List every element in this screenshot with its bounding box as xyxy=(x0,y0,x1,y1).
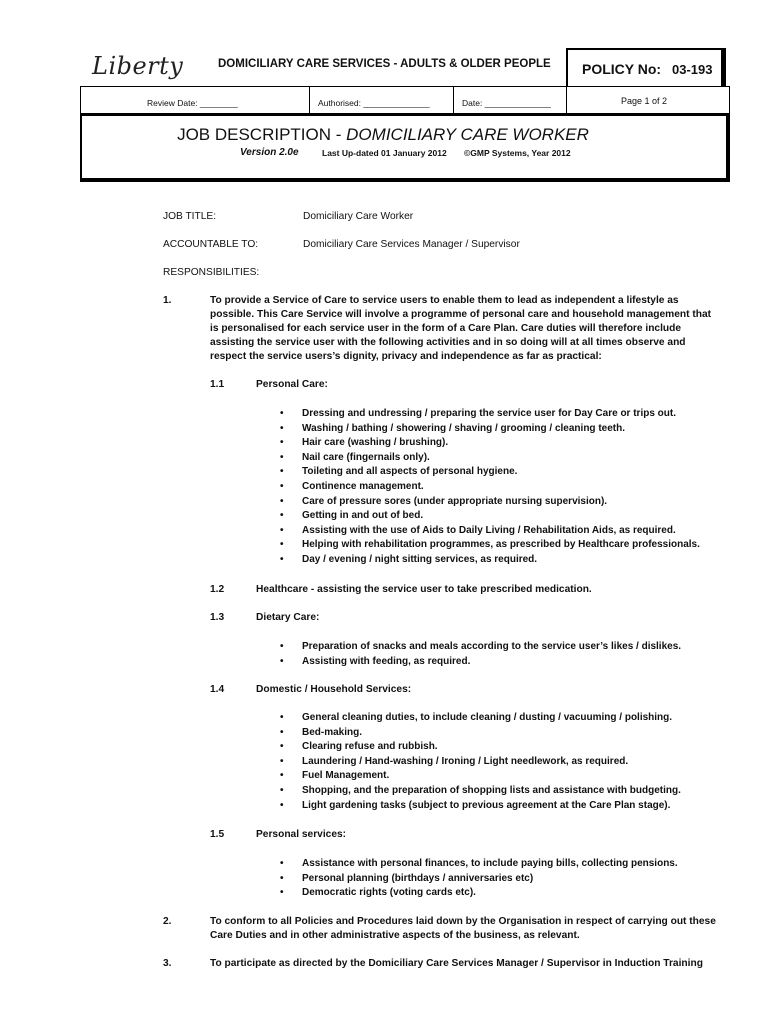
personal-services-list xyxy=(278,857,678,901)
list-item: • Getting in and out of bed. xyxy=(278,509,700,524)
text-line: is personalised for each service user in the form of a Care Plan. Care duties will therefore include xyxy=(210,323,682,334)
list-item: • Assistance with personal finances, to include paying bills, collecting pensions. xyxy=(278,857,678,872)
title-plain: JOB DESCRIPTION - xyxy=(177,125,342,144)
section-1-text xyxy=(210,294,740,364)
date: Date: ______________ xyxy=(462,98,551,108)
subsection-1-1-title: Personal Care: xyxy=(256,379,328,390)
authorised-cell xyxy=(310,87,454,113)
text-line: Care Duties and in other administrative aspects of the business, as relevant. xyxy=(210,930,580,941)
subsection-1-5-number: 1.5 xyxy=(210,829,225,840)
list-item: • Preparation of snacks and meals according to the service user’s likes / dislikes. xyxy=(278,640,681,655)
text-line: possible. This Care Service will involve a programme of personal care and household management that xyxy=(210,309,712,320)
list-item: • Personal planning (birthdays / anniversaries etc) xyxy=(278,872,678,887)
subsection-1-2-title: Healthcare - assisting the service user to take prescribed medication. xyxy=(256,584,592,595)
title-italic: DOMICILIARY CARE WORKER xyxy=(346,125,589,144)
liberty-logo: Liberty xyxy=(92,52,184,80)
job-title-label: JOB TITLE: xyxy=(163,211,217,222)
list-item: • Bed-making. xyxy=(278,726,681,741)
personal-care-list xyxy=(278,407,700,568)
version: Version 2.0e xyxy=(240,147,299,158)
subsection-1-3-number: 1.3 xyxy=(210,612,225,623)
text-line: assisting the service user with the following activities and in so doing will at all times observe and xyxy=(210,337,686,348)
list-item: • Fuel Management. xyxy=(278,769,681,784)
text-line: To conform to all Policies and Procedures laid down by the Organisation in respect of carrying out these xyxy=(210,916,716,927)
list-item: • Laundering / Hand-washing / Ironing / Light needlework, as required. xyxy=(278,755,681,770)
section-2-number: 2. xyxy=(163,916,172,927)
list-item: • Assisting with feeding, as required. xyxy=(278,655,681,670)
subsection-1-5-title: Personal services: xyxy=(256,829,347,840)
list-item: • Hair care (washing / brushing). xyxy=(278,436,700,451)
accountable-value: Domiciliary Care Services Manager / Supervisor xyxy=(303,239,520,250)
header-title: DOMICILIARY CARE SERVICES - ADULTS & OLDER PEOPLE xyxy=(218,58,551,70)
section-3-number: 3. xyxy=(163,958,172,969)
subsection-1-4-number: 1.4 xyxy=(210,684,225,695)
job-description-title xyxy=(0,125,766,145)
policy-label: POLICY No: xyxy=(582,61,662,77)
accountable-label: ACCOUNTABLE TO: xyxy=(163,239,259,250)
list-item: • Dressing and undressing / preparing the service user for Day Care or trips out. xyxy=(278,407,700,422)
copyright: ©GMP Systems, Year 2012 xyxy=(464,148,571,158)
list-item: • Light gardening tasks (subject to previous agreement at the Care Plan stage). xyxy=(278,799,681,814)
header-info-row xyxy=(80,86,730,114)
list-item: • Assisting with the use of Aids to Daily Living / Rehabilitation Aids, as required. xyxy=(278,524,700,539)
domestic-services-list xyxy=(278,711,681,813)
list-item: • General cleaning duties, to include cleaning / dusting / vacuuming / polishing. xyxy=(278,711,681,726)
policy-number: 03-193 xyxy=(672,62,713,77)
list-item: • Nail care (fingernails only). xyxy=(278,451,700,466)
job-title-value: Domiciliary Care Worker xyxy=(303,211,414,222)
list-item: • Shopping, and the preparation of shopping lists and assistance with budgeting. xyxy=(278,784,681,799)
section-2-text xyxy=(210,915,755,943)
date-cell xyxy=(454,87,567,113)
responsibilities-label: RESPONSIBILITIES: xyxy=(163,267,260,278)
page-indicator: Page 1 of 2 xyxy=(621,96,668,106)
subsection-1-4-title: Domestic / Household Services: xyxy=(256,684,412,695)
list-item: • Washing / bathing / showering / shaving / grooming / cleaning teeth. xyxy=(278,422,700,437)
subsection-1-2-number: 1.2 xyxy=(210,584,225,595)
list-item: • Care of pressure sores (under appropriate nursing supervision). xyxy=(278,495,700,510)
review-date: Review Date: ________ xyxy=(147,98,238,108)
list-item: • Toileting and all aspects of personal hygiene. xyxy=(278,465,700,480)
list-item: • Democratic rights (voting cards etc). xyxy=(278,886,678,901)
list-item: • Continence management. xyxy=(278,480,700,495)
last-updated: Last Up-dated 01 January 2012 xyxy=(322,148,447,158)
list-item: • Day / evening / night sitting services, as required. xyxy=(278,553,700,568)
text-line: To participate as directed by the Domiciliary Care Services Manager / Supervisor in Induction Training xyxy=(210,958,703,969)
text-line: To provide a Service of Care to service users to enable them to lead as independent a lifestyle as xyxy=(210,295,679,306)
authorised: Authorised: ______________ xyxy=(318,98,430,108)
text-line: respect the service users’s dignity, privacy and independence as far as practical: xyxy=(210,351,602,362)
dietary-care-list xyxy=(278,640,681,669)
section-1-number: 1. xyxy=(163,295,172,306)
review-date-cell xyxy=(81,87,310,113)
list-item: • Clearing refuse and rubbish. xyxy=(278,740,681,755)
subsection-1-1-number: 1.1 xyxy=(210,379,225,390)
section-3-text xyxy=(210,957,755,971)
list-item: • Helping with rehabilitation programmes, as prescribed by Healthcare professionals. xyxy=(278,538,700,553)
subsection-1-3-title: Dietary Care: xyxy=(256,612,320,623)
